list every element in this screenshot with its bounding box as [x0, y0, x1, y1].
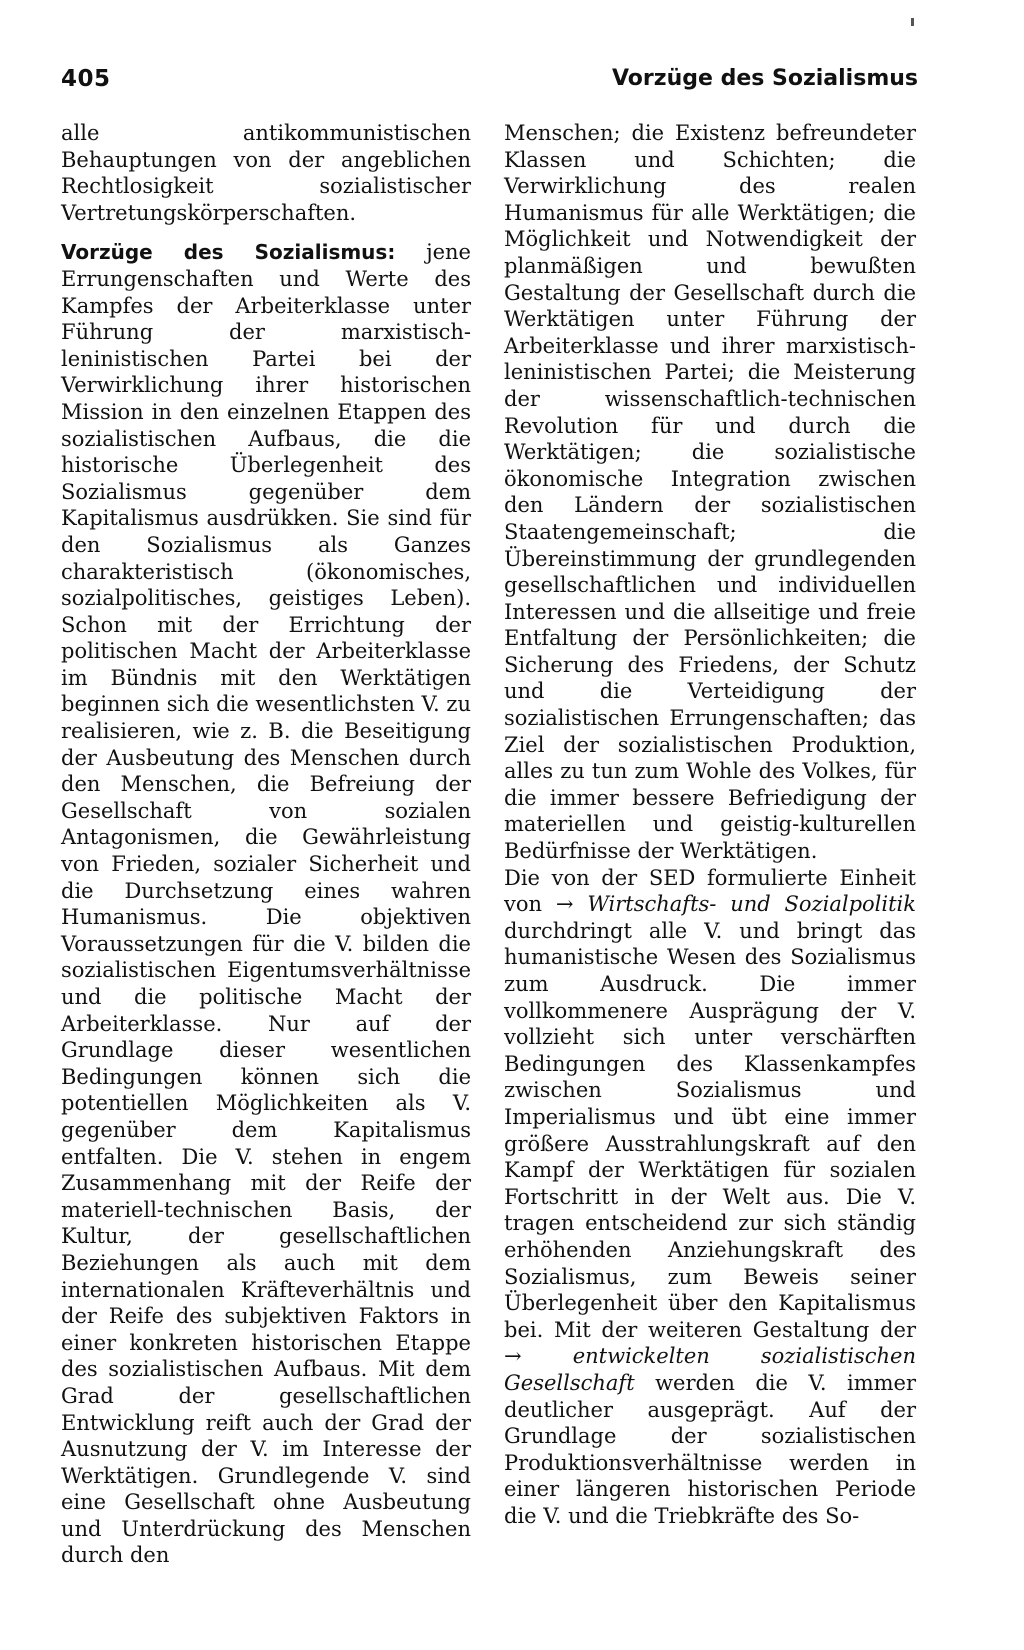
cross-reference-wirtschafts-sozialpolitik[interactable]: Wirtschafts- und Sozialpolitik — [587, 892, 916, 917]
left-column — [61, 120, 471, 1569]
paragraph-text: Die von der SED formulierte Einheit von — [504, 865, 916, 917]
entry-definition: jene Errungenschaften und Werte des Kampfes der Arbeiterklasse unter Führung der marxistisch-leninistischen Partei bei der Verwirklichung ihrer historischen Mission in den einzelnen Etappen des sozialistischen Aufbaus, die die historische Überlegenheit des Sozialismus gegenüber dem Kapitalismus ausdrükken. Sie sind für den Sozialismus als Ganzes charakteristisch (ökonomisches, sozialpolitisches, geistiges Leben). Schon mit der Errichtung der politischen Macht der Arbeiterklasse im Bündnis mit den Werktätigen beginnen sich die wesentlichsten V. zu realisieren, wie z. B. die Beseitigung der Ausbeutung des Menschen durch den Menschen, die Befreiung der Gesellschaft von sozialen Antagonismen, die Gewährleistung von Frieden, sozialer Sicherheit und die Durchsetzung eines wahren Humanismus. Die objektiven Voraussetzungen für die V. bilden die sozialistischen Eigentumsverhältnisse und die politische Macht der Arbeiterklasse. Nur auf der Grundlage dieser wesentlichen Bedingungen können sich die potentiellen Möglichkeiten als V. gegenüber dem Kapitalismus entfalten. Die V. stehen in engem Zusammenhang mit der Reife der materiell-technischen Basis, der Kultur, der gesellschaftlichen Beziehungen als auch mit dem internationalen Kräfteverhältnis und der Reife des subjektiven Faktors in einer konkreten historischen Etappe des sozialistischen Aufbaus. Mit dem Grad der gesellschaftlichen Entwicklung reift auch der Grad der Ausnutzung der V. im Interesse der Werktätigen. Grundlegende V. sind eine Gesellschaft ohne Ausbeutung und Unterdrückung des Menschen durch den — [61, 240, 471, 1568]
cross-reference-arrow-icon: → — [555, 892, 574, 917]
entry-headword: Vorzüge des Sozialismus: — [61, 240, 396, 265]
right-column — [504, 120, 916, 1529]
dictionary-entry — [61, 239, 471, 1569]
right-paragraph-2 — [504, 865, 916, 1530]
scan-speck — [911, 18, 914, 26]
running-head: Vorzüge des Sozialismus — [611, 66, 918, 91]
cross-reference-entwickelte-gesellschaft[interactable]: entwickelten sozialistischen Gesellschaft — [504, 1344, 916, 1395]
paragraph-text: werden die V. immer deutlicher ausgeprägt. Auf der Grundlage der sozialistischen Produktionsverhältnisse werden in einer längeren historischen Periode die V. und die Triebkräfte des So- — [504, 1370, 916, 1528]
right-paragraph-continued: Menschen; die Existenz befreundeter Klassen und Schichten; die Verwirklichung des realen Humanismus für alle Werktätigen; die Möglichkeit und Notwendigkeit der planmäßigen und bewußten Gestaltung der Gesellschaft durch die Werktätigen unter Führung der Arbeiterklasse und ihrer marxistisch-leninistischen Partei; die Meisterung der wissenschaftlich-technischen Revolution für und durch die Werktätigen; die sozialistische ökonomische Integration zwischen den Ländern der sozialistischen Staatengemeinschaft; die Übereinstimmung der grundlegenden gesellschaftlichen und individuellen Interessen und die allseitige und freie Entfaltung der Persönlichkeiten; die Sicherung des Friedens, der Schutz und die Verteidigung der sozialistischen Errungenschaften; das Ziel der sozialistischen Produktion, alles zu tun zum Wohle des Volkes, für die immer bessere Befriedigung der materiellen und geistig-kulturellen Bedürfnisse der Werktätigen. — [504, 121, 916, 864]
paragraph-text: durchdringt alle V. und bringt das humanistische Wesen des Sozialismus zum Ausdruck. Die immer vollkommenere Ausprägung der V. vollzieht sich unter verschärften Bedingungen des Klassenkampfes zwischen Sozialismus und Imperialismus und übt eine immer größere Ausstrahlungskraft auf den Kampf der Werktätigen für sozialen Fortschritt in der Welt aus. Die V. tragen entscheidend zur sich ständig erhöhenden Anziehungskraft des Sozialismus, zum Beweis seiner Überlegenheit über den Kapitalismus bei. Mit der weiteren Gestaltung der — [504, 918, 916, 1342]
left-paragraph-continued: alle antikommunistischen Behauptungen von der angeblichen Rechtlosigkeit sozialistischer Vertretungskörperschaften. — [61, 121, 471, 225]
page-number: 405 — [61, 66, 111, 92]
cross-reference-arrow-icon: → — [504, 1344, 522, 1369]
